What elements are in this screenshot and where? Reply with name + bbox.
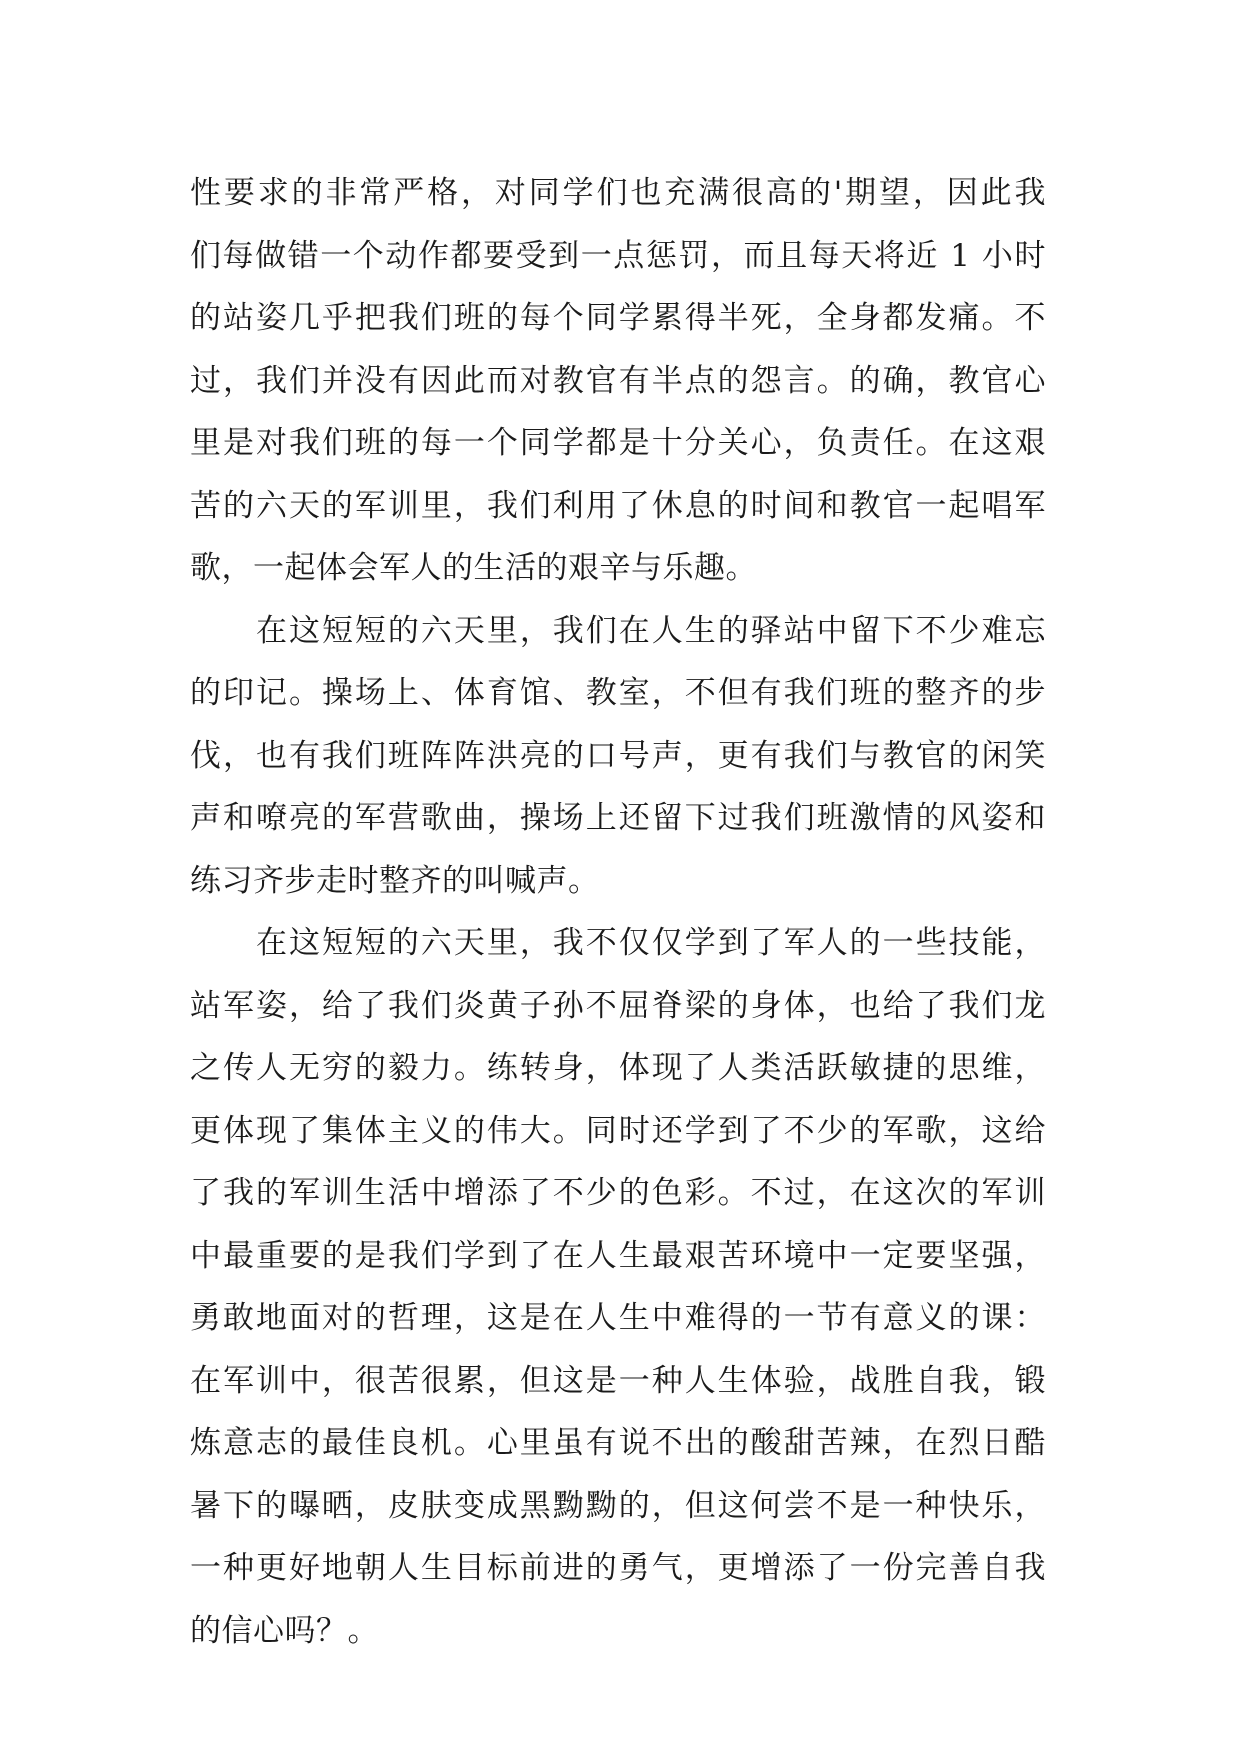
paragraph-line: 更体现了集体主义的伟大。同时还学到了不少的军歌，这给 xyxy=(190,1112,1046,1149)
paragraph-line: 暑下的曝晒，皮肤变成黑黝黝的，但这何尝不是一种快乐， xyxy=(190,1487,1046,1524)
paragraph-line: 性要求的非常严格，对同学们也充满很高的'期望，因此我 xyxy=(190,175,1046,211)
paragraph-line: 在这短短的六天里，我不仅仅学到了军人的一些技能， xyxy=(256,925,1046,961)
paragraph-line: 声和嘹亮的军营歌曲，操场上还留下过我们班激情的风姿和 xyxy=(190,800,1046,836)
paragraph-line: 勇敢地面对的哲理，这是在人生中难得的一节有意义的课： xyxy=(190,1300,1046,1336)
paragraph-line: 伐，也有我们班阵阵洪亮的口号声，更有我们与教官的闲笑 xyxy=(190,737,1046,774)
paragraph-line: 的信心吗？。 xyxy=(190,1612,379,1649)
paragraph-line: 歌，一起体会军人的生活的艰辛与乐趣。 xyxy=(190,550,757,586)
paragraph-line: 站军姿，给了我们炎黄子孙不屈脊梁的身体，也给了我们龙 xyxy=(190,987,1046,1024)
document-body xyxy=(190,162,1046,1662)
paragraph-line: 在这短短的六天里，我们在人生的驿站中留下不少难忘 xyxy=(256,612,1046,649)
paragraph-line: 练习齐步走时整齐的叫喊声。 xyxy=(190,862,600,899)
paragraph-line: 在军训中，很苦很累，但这是一种人生体验，战胜自我，锻 xyxy=(190,1362,1046,1399)
paragraph-line: 一种更好地朝人生目标前进的勇气，更增添了一份完善自我 xyxy=(190,1550,1046,1586)
paragraph-line: 里是对我们班的每一个同学都是十分关心，负责任。在这艰 xyxy=(190,425,1046,461)
paragraph-line: 的印记。操场上、体育馆、教室，不但有我们班的整齐的步 xyxy=(190,675,1046,711)
paragraph-line: 之传人无穷的毅力。练转身，体现了人类活跃敏捷的思维， xyxy=(190,1050,1046,1086)
paragraph-line: 了我的军训生活中增添了不少的色彩。不过，在这次的军训 xyxy=(190,1175,1046,1211)
paragraph-line: 的站姿几乎把我们班的每个同学累得半死，全身都发痛。不 xyxy=(190,300,1046,336)
paragraph-line: 中最重要的是我们学到了在人生最艰苦环境中一定要坚强， xyxy=(190,1237,1046,1274)
paragraph-line: 过，我们并没有因此而对教官有半点的怨言。的确，教官心 xyxy=(190,362,1046,399)
paragraph-line: 们每做错一个动作都要受到一点惩罚，而且每天将近 1 小时 xyxy=(190,237,1046,274)
paragraph-line: 苦的六天的军训里，我们利用了休息的时间和教官一起唱军 xyxy=(190,487,1046,524)
paragraph-line: 炼意志的最佳良机。心里虽有说不出的酸甜苦辣，在烈日酷 xyxy=(190,1425,1046,1461)
